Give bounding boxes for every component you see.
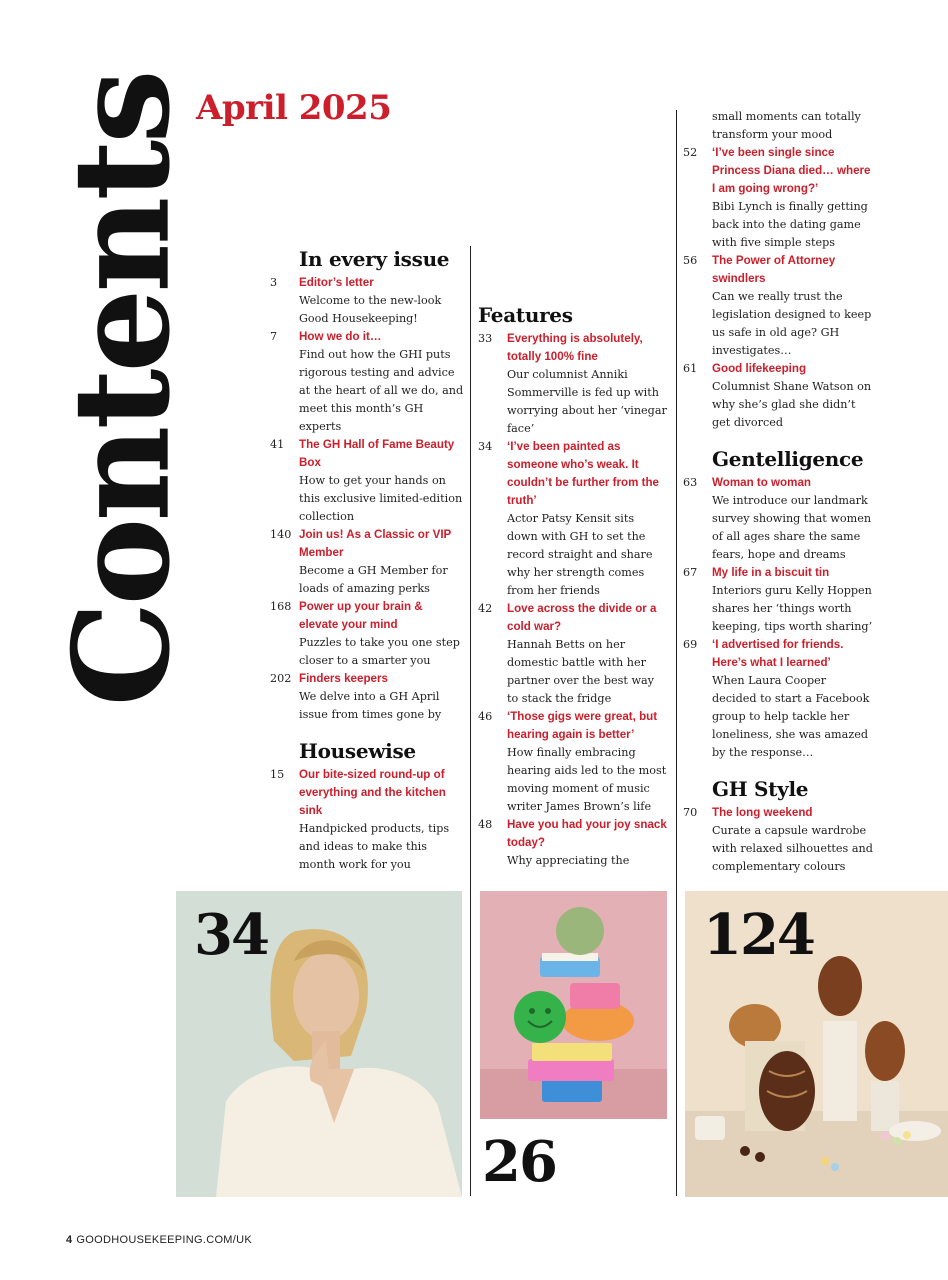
entry-page-number: 33 — [478, 332, 493, 345]
entry-description: How finally embracing hearing aids led to the most moving moment of music writer James Brown’s life — [507, 746, 667, 813]
entry-page-number: 34 — [478, 440, 493, 453]
entry-headline: ‘I’ve been painted as someone who’s weak. It couldn’t be further from the truth’ — [507, 440, 660, 507]
photo-easter-eggs[interactable] — [685, 891, 948, 1197]
entry-description: Why appreciating the — [507, 854, 630, 867]
photo-page-number: 26 — [482, 1129, 556, 1195]
entry-description: Can we really trust the legislation designed to keep us safe in old age? GH investigates… — [712, 290, 872, 357]
contents-entry[interactable] — [478, 708, 668, 816]
contents-entry[interactable] — [270, 526, 465, 598]
entry-description: Welcome to the new-look Good Housekeeping! — [299, 294, 442, 325]
entry-page-number: 15 — [270, 768, 285, 781]
photo-page-number: 34 — [194, 902, 268, 968]
entry-description: How to get your hands on this exclusive limited-edition collection — [299, 474, 463, 523]
features-continuation — [683, 108, 873, 144]
entry-page-number: 41 — [270, 438, 285, 451]
section-heading-housewise: Housewise — [299, 739, 416, 763]
contents-entry[interactable] — [683, 804, 873, 876]
photo-portrait[interactable] — [176, 891, 462, 1197]
entry-description: Handpicked products, tips and ideas to make this month work for you — [299, 822, 450, 871]
contents-entry[interactable] — [683, 474, 873, 564]
entry-page-number: 69 — [683, 638, 698, 651]
entry-headline: My life in a biscuit tin — [712, 566, 830, 579]
contents-entry[interactable] — [270, 766, 465, 874]
contents-entry[interactable] — [683, 144, 873, 252]
entry-page-number: 48 — [478, 818, 493, 831]
entry-description: Interiors guru Kelly Hoppen shares her ‘things worth keeping, tips worth sharing’ — [712, 584, 873, 633]
entry-headline: Love across the divide or a cold war? — [507, 602, 657, 633]
entry-page-number: 7 — [270, 330, 278, 343]
contents-entry[interactable] — [478, 816, 668, 870]
contents-entry[interactable] — [683, 252, 873, 360]
contents-entry[interactable] — [270, 670, 465, 724]
entry-headline: ‘I’ve been single since Princess Diana died… where I am going wrong?’ — [712, 146, 871, 195]
column-in-every-issue — [270, 240, 465, 874]
footer-page-number: 4 — [66, 1234, 73, 1246]
contents-title-text: Contents — [45, 73, 201, 707]
contents-entry[interactable] — [270, 436, 465, 526]
entry-headline: Editor’s letter — [299, 276, 374, 289]
contents-entry[interactable] — [683, 636, 873, 762]
contents-entry[interactable] — [270, 598, 465, 670]
contents-entry[interactable] — [683, 360, 873, 432]
entry-headline: The long weekend — [712, 806, 813, 819]
section-heading-gh-style: GH Style — [712, 777, 809, 801]
entry-description: Puzzles to take you one step closer to a smarter you — [299, 636, 460, 667]
issue-date: April 2025 — [196, 88, 392, 128]
photo-sponges[interactable] — [480, 891, 667, 1119]
entry-headline: Our bite-sized round-up of everything and the kitchen sink — [299, 768, 446, 817]
entry-description: Become a GH Member for loads of amazing perks — [299, 564, 448, 595]
contents-entry[interactable] — [270, 274, 465, 328]
section-heading-features: Features — [478, 303, 573, 327]
section-heading-in-every-issue: In every issue — [299, 247, 450, 271]
entry-headline: Finders keepers — [299, 672, 388, 685]
entry-page-number: 140 — [270, 528, 292, 541]
entry-page-number: 168 — [270, 600, 292, 613]
entry-headline: Good lifekeeping — [712, 362, 807, 375]
sponges-illustration — [480, 891, 667, 1119]
column-features — [478, 296, 668, 870]
photo-page-number: 124 — [703, 902, 814, 968]
entry-page-number: 63 — [683, 476, 698, 489]
entry-description: Actor Patsy Kensit sits down with GH to set the record straight and share why her strength comes from her friends — [507, 512, 653, 597]
column-divider — [676, 110, 677, 1196]
contents-entry[interactable] — [683, 564, 873, 636]
contents-entry[interactable] — [478, 600, 668, 708]
contents-entry[interactable] — [478, 330, 668, 438]
entry-description: Find out how the GHI puts rigorous testing and advice at the heart of all we do, and meet this month’s GH experts — [299, 348, 464, 433]
section-heading-gentelligence: Gentelligence — [712, 447, 864, 471]
contents-entry[interactable] — [270, 328, 465, 436]
footer-site: GOODHOUSEKEEPING.COM/UK — [76, 1234, 253, 1246]
entry-page-number: 56 — [683, 254, 698, 267]
entry-headline: Power up your brain & elevate your mind — [299, 600, 423, 631]
column-divider — [470, 246, 471, 1196]
entry-description: When Laura Cooper decided to start a Facebook group to help tackle her loneliness, she was amazed by the response… — [712, 674, 870, 759]
continuation-text: small moments can totally transform your mood — [712, 110, 861, 141]
entry-headline: The GH Hall of Fame Beauty Box — [299, 438, 455, 469]
entry-description: We delve into a GH April issue from times gone by — [299, 690, 442, 721]
entry-headline: Have you had your joy snack today? — [507, 818, 667, 849]
entry-headline: ‘I advertised for friends. Here’s what I learned’ — [712, 638, 844, 669]
entry-headline: Woman to woman — [712, 476, 811, 489]
entry-page-number: 202 — [270, 672, 292, 685]
entry-headline: The Power of Attorney swindlers — [712, 254, 836, 285]
entry-page-number: 46 — [478, 710, 493, 723]
contents-entry[interactable] — [478, 438, 668, 600]
entry-headline: How we do it… — [299, 330, 382, 343]
entry-page-number: 3 — [270, 276, 278, 289]
entry-headline: ‘Those gigs were great, but hearing again is better’ — [507, 710, 658, 741]
contents-title — [45, 73, 201, 707]
entry-description: Hannah Betts on her domestic battle with her partner over the best way to stack the fridge — [507, 638, 655, 705]
entry-page-number: 52 — [683, 146, 698, 159]
entry-headline: Everything is absolutely, totally 100% fine — [507, 332, 643, 363]
entry-description: Our columnist Anniki Sommerville is fed up with worrying about her ‘vinegar face’ — [507, 368, 667, 435]
entry-page-number: 61 — [683, 362, 698, 375]
entry-headline: Join us! As a Classic or VIP Member — [299, 528, 452, 559]
entry-description: Bibi Lynch is finally getting back into the dating game with five simple steps — [712, 200, 868, 249]
entry-page-number: 67 — [683, 566, 698, 579]
entry-description: We introduce our landmark survey showing that women of all ages share the same fears, hope and dreams — [712, 494, 872, 561]
column-features-continued — [683, 108, 873, 876]
entry-description: Curate a capsule wardrobe with relaxed silhouettes and complementary colours — [712, 824, 873, 873]
entry-description: Columnist Shane Watson on why she’s glad she didn’t get divorced — [712, 380, 872, 429]
entry-page-number: 42 — [478, 602, 493, 615]
entry-page-number: 70 — [683, 806, 698, 819]
footer — [66, 1234, 252, 1246]
